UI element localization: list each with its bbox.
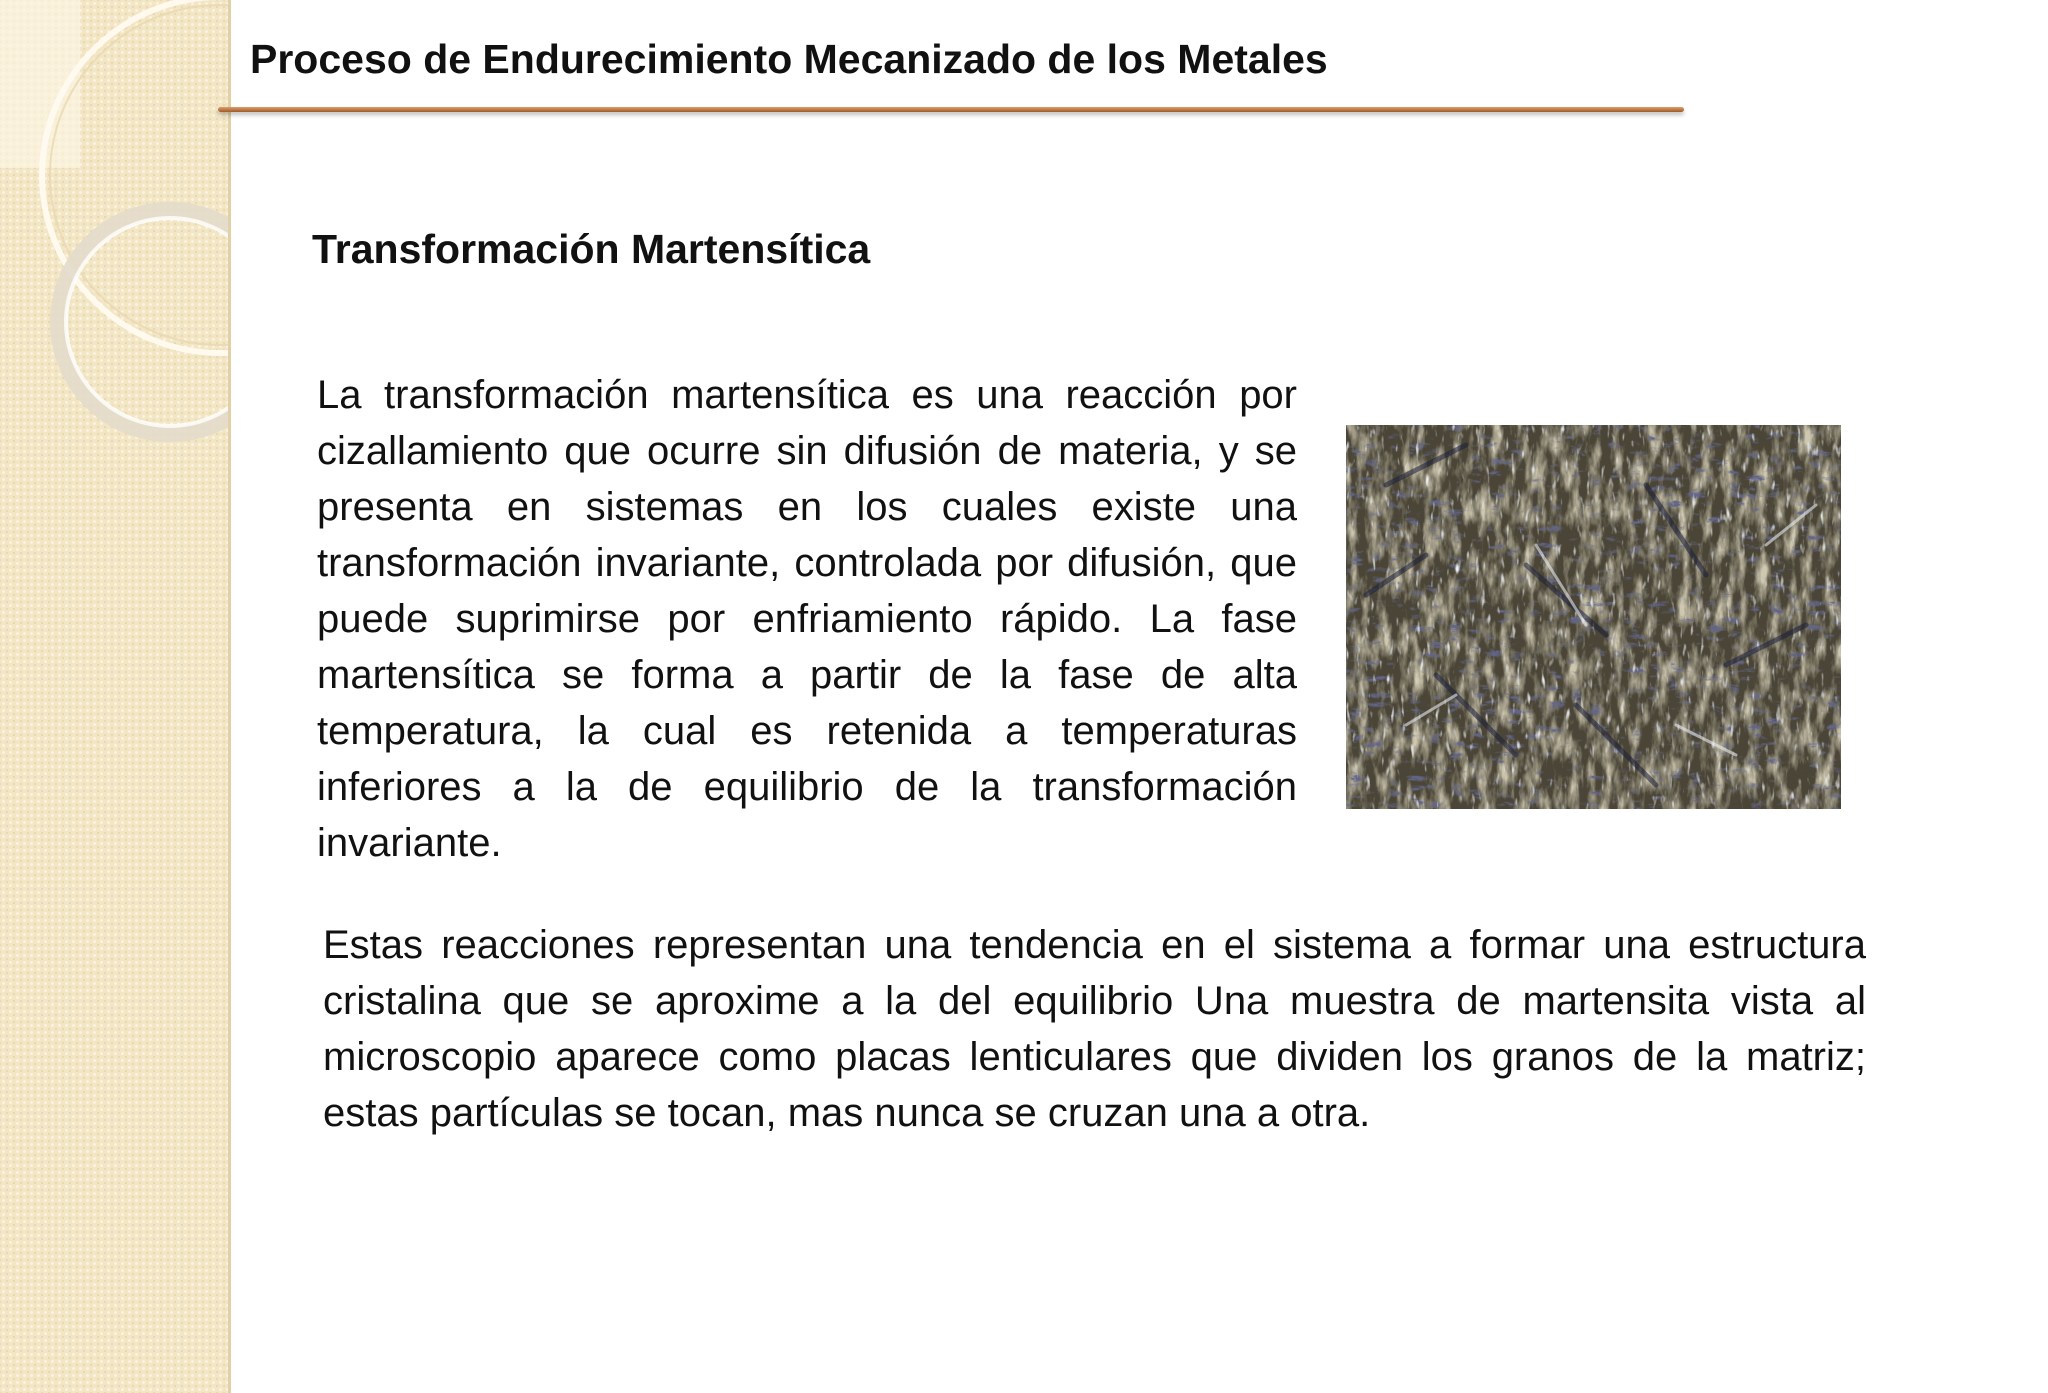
- section-heading: Transformación Martensítica: [312, 226, 871, 272]
- decorative-circles: [0, 0, 228, 1393]
- body-paragraph-1: La transformación martensítica es una reacción por cizallamiento que ocurre sin difusión de materia, y se presenta en sistemas en los cuales existe una transformación invariante, controlada por difusión, que puede suprimirse por enfriamiento rápido. La fase martensítica se forma a partir de la fase de alta temperatura, la cual es retenida a temperaturas inferiores a la de equilibrio de la transformación invariante.: [317, 373, 1297, 865]
- decorative-sidebar: [0, 0, 231, 1393]
- body-paragraph-2: Estas reacciones representan una tendencia en el sistema a formar una estructura cristalina que se aproxime a la del equilibrio Una muestra de martensita vista al microscopio aparece como placas lenticulares que dividen los granos de la matriz; estas partículas se tocan, mas nunca se cruzan una a otra.: [323, 923, 1866, 1135]
- slide-title: Proceso de Endurecimiento Mecanizado de los Metales: [250, 36, 1328, 82]
- martensite-micrograph-image: [1346, 425, 1841, 809]
- title-divider: [218, 107, 1684, 112]
